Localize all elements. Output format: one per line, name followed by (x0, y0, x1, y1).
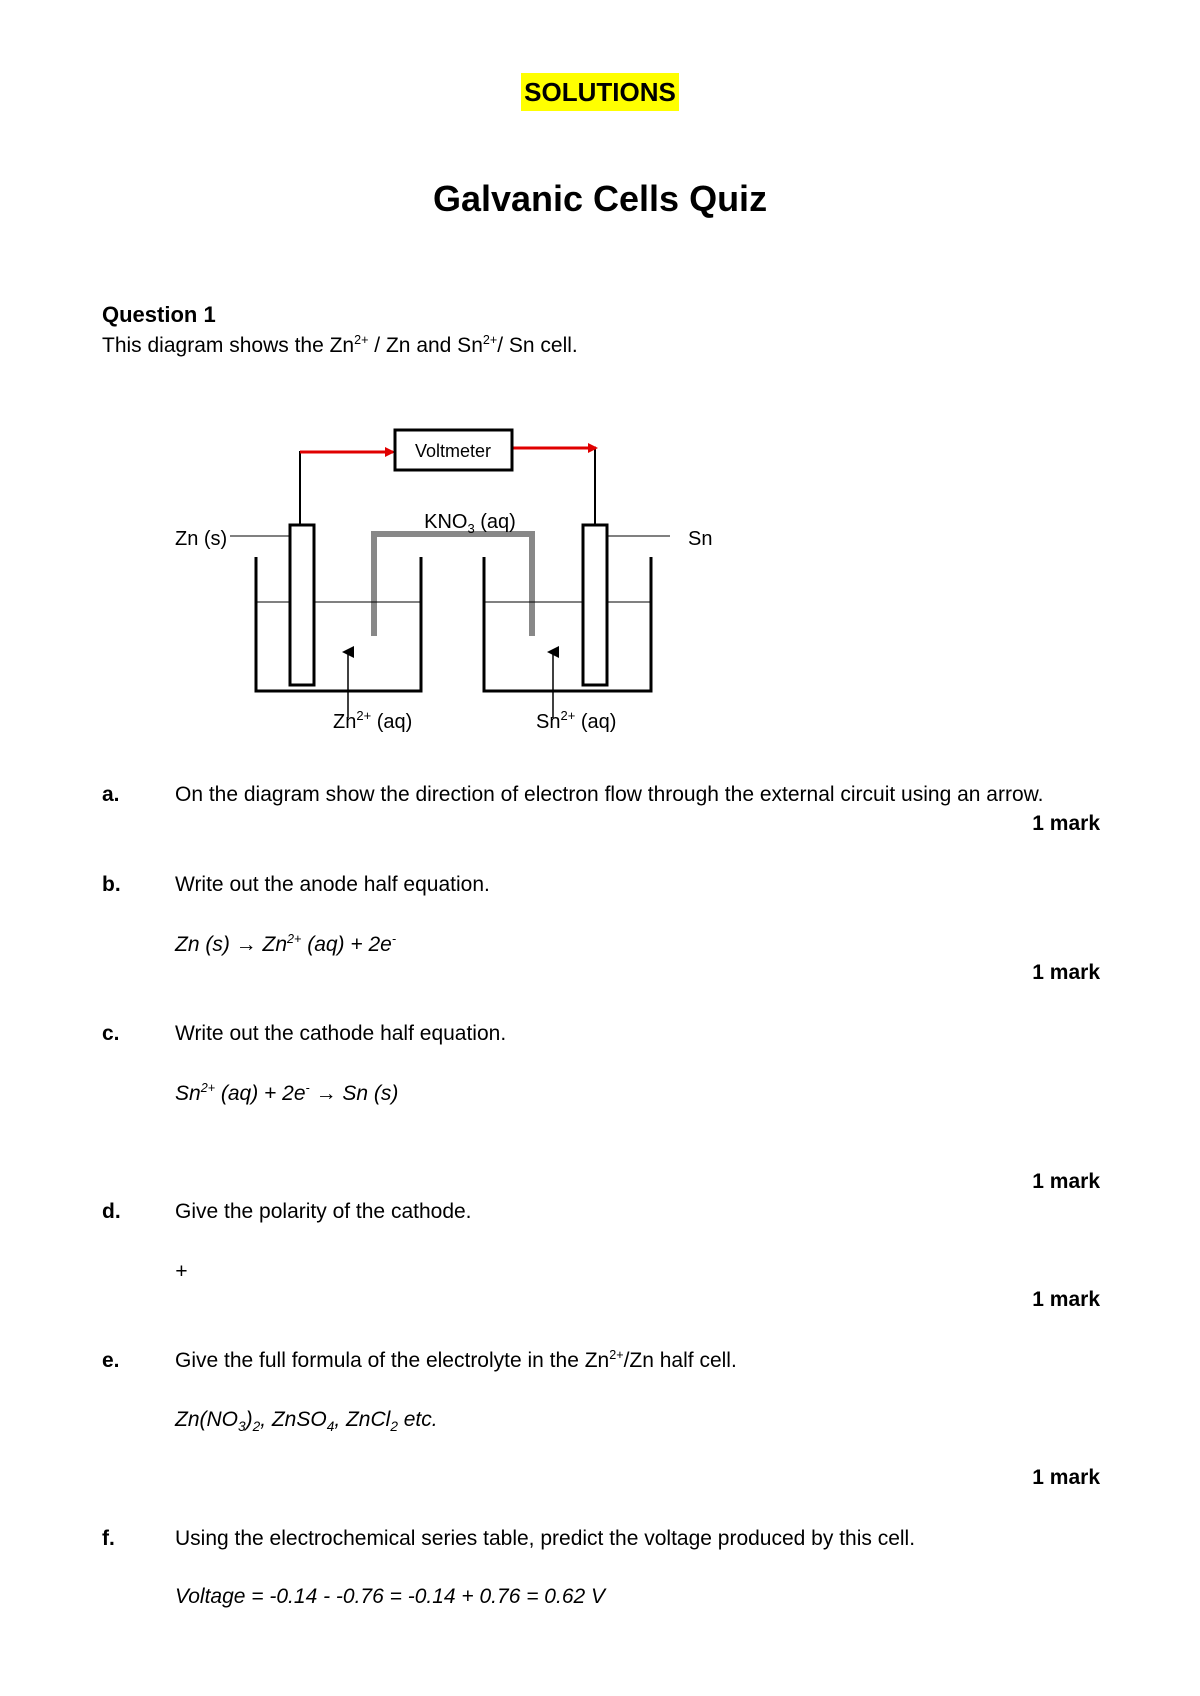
part-c-text: Write out the cathode half equation. (175, 1022, 507, 1045)
voltmeter-label: Voltmeter (414, 441, 492, 461)
part-b-letter: b. (102, 873, 121, 896)
zinc-electrode-label: Zn (s) (175, 528, 228, 550)
part-b-marks: 1 mark (1032, 961, 1100, 984)
part-f-letter: f. (102, 1527, 115, 1550)
part-d-answer: + (175, 1260, 188, 1283)
question-intro: This diagram shows the $Zn^{2+}$ / Zn and $Sn^{2+}/$ Sn cell. (102, 333, 578, 357)
part-e-text: Give the full formula of the electrolyte in the $Zn^{2+}/Zn$ half cell. (175, 1348, 737, 1372)
zinc-electrode (290, 525, 314, 685)
part-d-letter: d. (102, 1200, 121, 1223)
left-beaker (256, 557, 421, 691)
part-e-letter: e. (102, 1349, 120, 1372)
voltmeter (395, 430, 512, 470)
part-e-marks: 1 mark (1032, 1466, 1100, 1489)
part-d-text: Give the polarity of the cathode. (175, 1200, 472, 1223)
right-beaker (484, 557, 651, 691)
salt-bridge (374, 511, 532, 636)
tin-electrode (583, 525, 607, 685)
part-c-letter: c. (102, 1022, 120, 1045)
tin-electrode-label: Sn (688, 528, 713, 550)
question-heading: Question 1 (102, 302, 216, 327)
part-b-answer: Zn $(s) \to Zn^{2+}$ (aq) + 2e- (175, 932, 397, 956)
part-b-text: Write out the anode half equation. (175, 873, 490, 896)
part-a-text: On the diagram show the direction of electron flow through the external circuit using an arrow. (175, 783, 1044, 806)
part-c-marks: 1 mark (1032, 1170, 1100, 1193)
part-d-marks: 1 mark (1032, 1288, 1100, 1311)
part-e-answer: $Zn(NO_3)_2$, ZnSO$_4$, ZnCl$_2$ etc. (175, 1408, 438, 1435)
zinc-solution-label: $Zn^{2+}$ (aq) (333, 708, 413, 733)
part-c-answer: $Sn^{2+}$ (aq) + 2e- → Sn (s) (175, 1081, 399, 1105)
part-f-answer: Voltage = -0.14 - -0.76 = -0.14 + 0.76 = 0.62 V (175, 1585, 606, 1608)
page-title: Galvanic Cells Quiz (432, 178, 768, 219)
part-a-marks: 1 mark (1032, 812, 1100, 835)
galvanic-cell-diagram (0, 0, 1200, 780)
left-wire (300, 452, 395, 528)
solutions-banner: SOLUTIONS (521, 73, 679, 111)
right-wire (513, 448, 595, 528)
part-a-letter: a. (102, 783, 120, 806)
tin-solution-label: $Sn^{2+}$ (aq) (536, 708, 617, 733)
part-f-text: Using the electrochemical series table, predict the voltage produced by this cell. (175, 1527, 916, 1550)
salt-bridge-label: $KNO_3$ (aq) (424, 511, 516, 536)
